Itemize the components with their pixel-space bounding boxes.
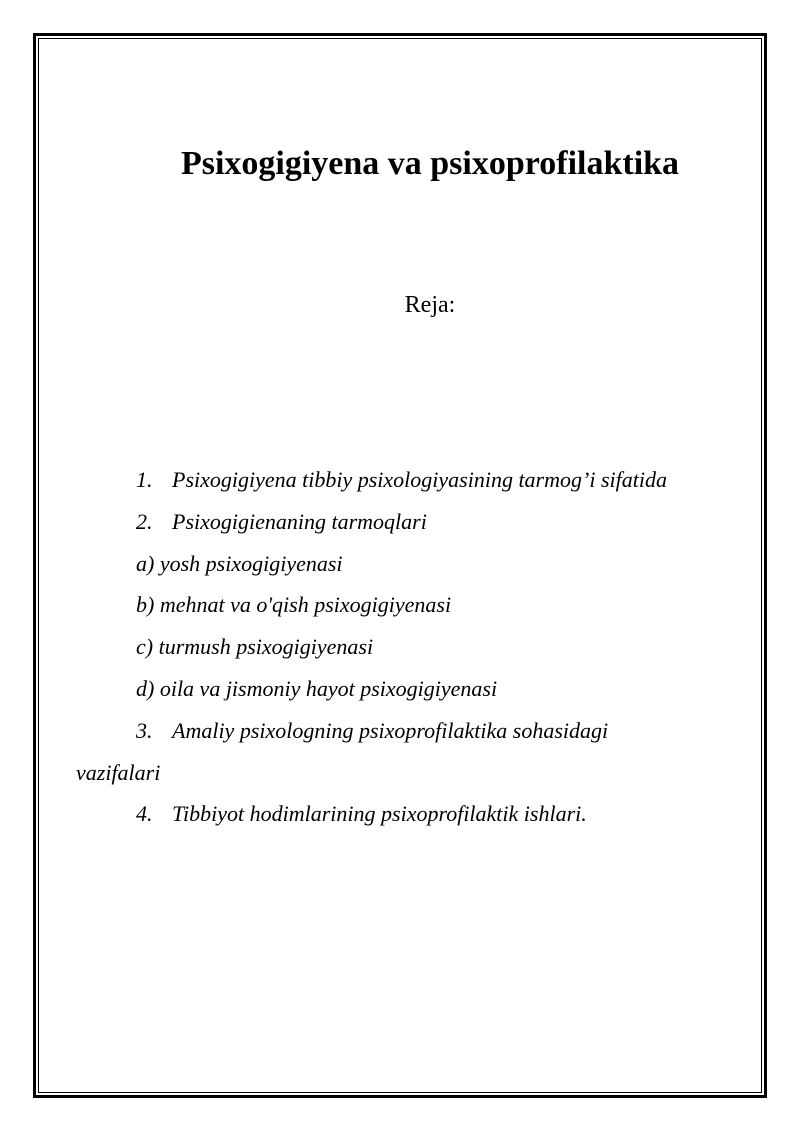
plan-subitem-a bbox=[76, 543, 736, 585]
plan-heading: Reja: bbox=[404, 292, 456, 318]
plan-item-3-continuation bbox=[76, 752, 736, 794]
plan-subitem-text: b) mehnat va o'qish psixogigiyenasi bbox=[136, 592, 452, 618]
plan-item-number: 2. bbox=[136, 508, 153, 534]
plan-item-number: 4. bbox=[136, 801, 153, 827]
plan-subitem-text: d) oila va jismoniy hayot psixogigiyenasi bbox=[136, 675, 498, 701]
plan-item-3 bbox=[76, 710, 736, 752]
plan-item-2 bbox=[76, 501, 736, 543]
plan-subitem-d bbox=[76, 668, 736, 710]
plan-item-text: vazifalari bbox=[76, 759, 161, 785]
plan-subitem-text: a) yosh psixogigiyenasi bbox=[136, 550, 343, 576]
plan-item-1 bbox=[76, 459, 736, 501]
plan-item-4 bbox=[76, 793, 736, 835]
plan-subitem-c bbox=[76, 626, 736, 668]
document-title: Psixogigiyena va psixoprofilaktika bbox=[180, 145, 680, 182]
plan-item-text: Psixogigienaning tarmoqlari bbox=[172, 508, 427, 534]
plan-item-text: Tibbiyot hodimlarining psixoprofilaktik ishlari. bbox=[172, 801, 587, 827]
plan-item-text: Psixogigiyena tibbiy psixologiyasining tarmog’i sifatida bbox=[172, 467, 667, 492]
plan-list bbox=[76, 459, 736, 835]
plan-item-number: 3. bbox=[136, 717, 153, 743]
plan-item-text: Amaliy psixologning psixoprofilaktika sohasidagi bbox=[172, 717, 609, 743]
plan-subitem-text: c) turmush psixogigiyenasi bbox=[136, 634, 374, 660]
plan-item-number: 1. bbox=[136, 467, 153, 492]
plan-subitem-b bbox=[76, 584, 736, 626]
